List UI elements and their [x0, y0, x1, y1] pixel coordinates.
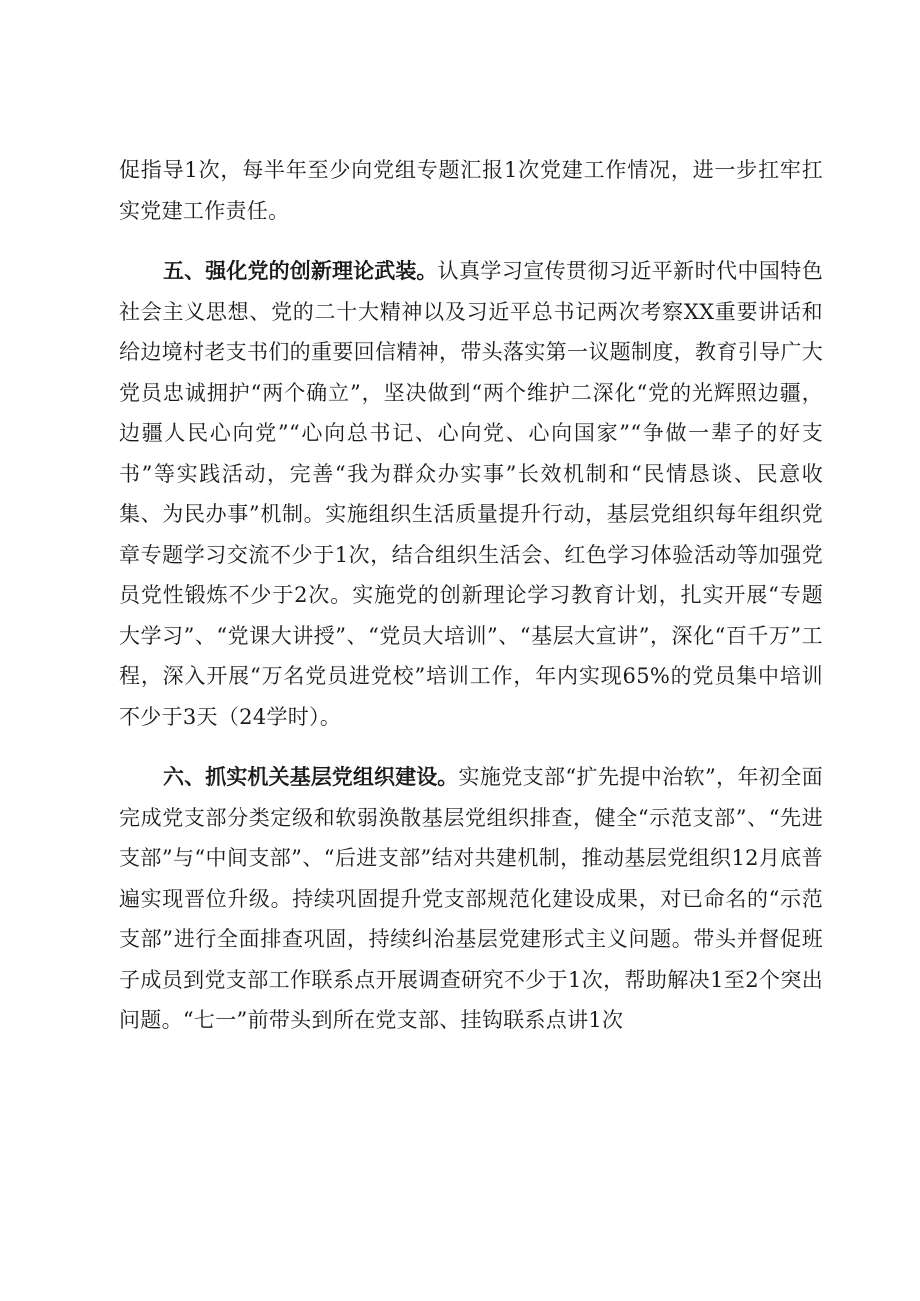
- paragraph-continuation: [119, 150, 823, 231]
- paragraph-section-5: [119, 251, 823, 737]
- section-6-body: 实施党支部“扩先提中治软”，年初全面完成党支部分类定级和软弱涣散基层党组织排查，健全“示范支部”、“先进支部”与“中间支部”、“后进支部”结对共建机制，推动基层党组织12月底普遍实现晋位升级。持续巩固提升党支部规范化建设成果，对已命名的“示范支部”进行全面排查巩固，持续纠治基层党建形式主义问题。带头并督促班子成员到党支部工作联系点开展调查研究不少于1次，帮助解决1至2个突出问题。“七一”前带头到所在党支部、挂钩联系点讲1次: [119, 765, 824, 1032]
- document-body: [119, 150, 823, 1041]
- paragraph-body: 促指导1次，每半年至少向党组专题汇报1次党建工作情况，进一步扛牢扛实党建工作责任。: [119, 158, 823, 223]
- section-5-heading: 五、强化党的创新理论武装。: [163, 259, 438, 283]
- section-5-body: 认真学习宣传贯彻习近平新时代中国特色社会主义思想、党的二十大精神以及习近平总书记两次考察XX重要讲话和给边境村老支书们的重要回信精神，带头落实第一议题制度，教育引导广大党员忠诚拥护“两个确立”，坚决做到“两个维护二深化“党的光辉照边疆，边疆人民心向党”“心向总书记、心向党、心向国家”“争做一辈子的好支书”等实践活动，完善“我为群众办实事”长效机制和“民情恳谈、民意收集、为民办事”机制。实施组织生活质量提升行动，基层党组织每年组织党章专题学习交流不少于1次，结合组织生活会、红色学习体验活动等加强党员党性锻炼不少于2次。实施党的创新理论学习教育计划，扎实开展“专题大学习”、“党课大讲授”、“党员大培训”、“基层大宣讲”，深化“百千万”工程，深入开展“万名党员进党校”培训工作，年内实现65%的党员集中培训不少于3天（24学时）。: [119, 259, 823, 729]
- paragraph-section-6: [119, 757, 823, 1041]
- section-6-heading: 六、抓实机关基层党组织建设。: [163, 765, 459, 789]
